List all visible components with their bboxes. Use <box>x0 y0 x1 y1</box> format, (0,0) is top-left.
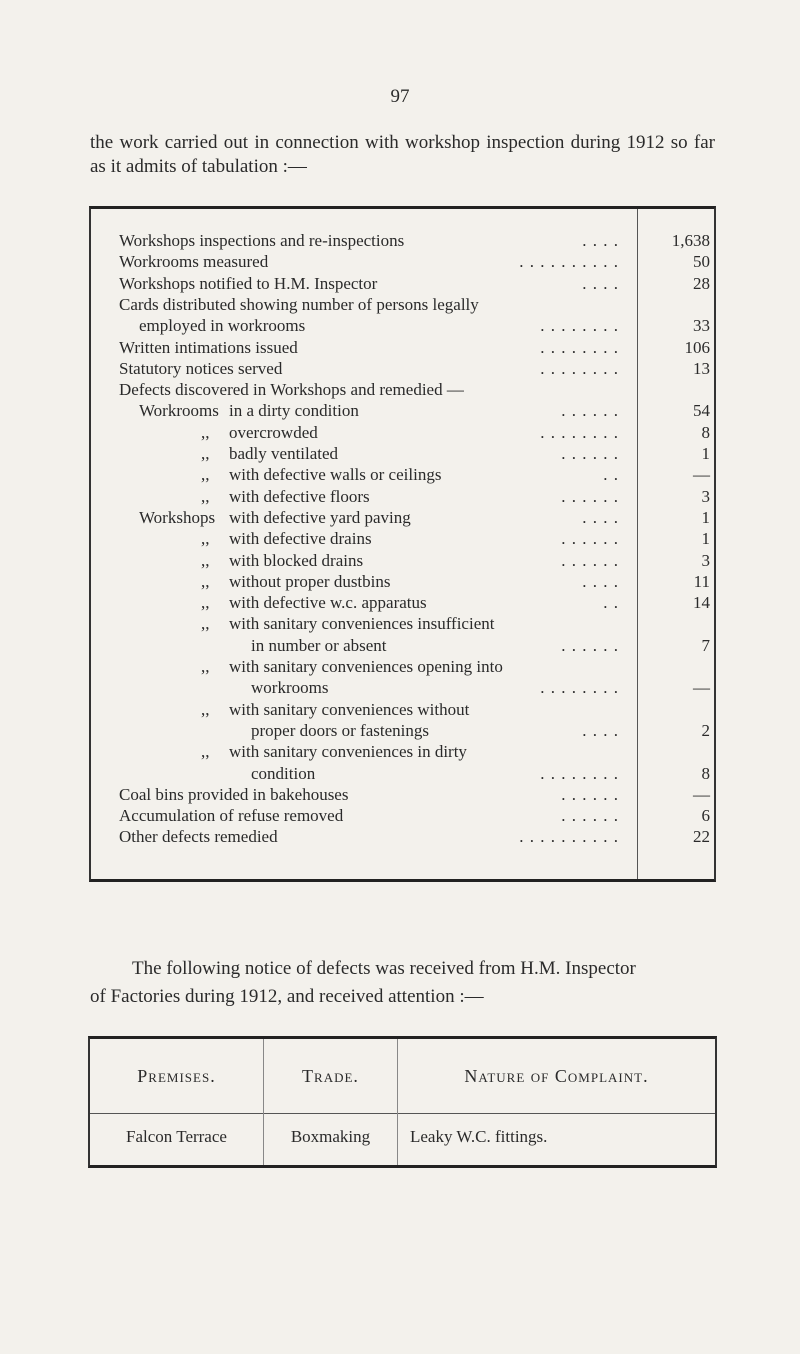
row-label: condition <box>251 763 316 783</box>
row-label: Accumulation of refuse removed <box>119 806 344 826</box>
table-row <box>91 315 714 336</box>
header-premises: Premises. <box>137 1066 216 1086</box>
ditto-mark: ,, <box>201 550 210 570</box>
dot-leader: . . <box>603 465 619 485</box>
row-label: with sanitary conveniences without <box>229 699 470 719</box>
row-label: with defective drains <box>229 529 372 549</box>
column-divider <box>397 1039 398 1165</box>
table-row <box>91 826 714 847</box>
row-label: badly ventilated <box>229 444 339 463</box>
row-value: 2 <box>701 720 710 740</box>
dot-leader: . . . . . . <box>561 486 619 506</box>
row-value: 8 <box>701 763 710 783</box>
ditto-mark: ,, <box>201 571 210 591</box>
table-row <box>91 443 714 464</box>
row-label: Other defects remedied <box>119 827 278 847</box>
table-row <box>91 656 714 677</box>
row-value: 8 <box>701 422 710 442</box>
row-value: 22 <box>693 827 710 847</box>
ditto-mark: ,, <box>201 529 210 549</box>
row-label: with defective w.c. apparatus <box>229 593 427 613</box>
dot-leader: . . . . . . . . <box>540 422 619 442</box>
row-label: Workshops notified to H.M. Inspector <box>119 273 378 293</box>
row-value: 7 <box>701 635 710 655</box>
notice-paragraph <box>90 955 715 1011</box>
ditto-mark: ,, <box>201 699 210 719</box>
row-label: Cards distributed showing number of persons legally <box>119 294 479 314</box>
ditto-mark: ,, <box>201 444 210 463</box>
header-nature-of-complaint: Nature of Complaint. <box>464 1066 649 1086</box>
table-row <box>91 400 714 421</box>
table-row <box>91 613 714 634</box>
row-value: 14 <box>693 593 710 613</box>
notice-paragraph-line: of Factories during 1912, and received attention :— <box>90 986 484 1007</box>
dot-leader: . . . . . . <box>561 635 619 655</box>
ditto-mark: ,, <box>201 742 210 762</box>
table-row <box>91 251 714 272</box>
ditto-mark: ,, <box>201 593 210 613</box>
row-prefix: Workrooms <box>139 401 219 421</box>
table-row <box>91 571 714 592</box>
dot-leader: . . . . . . <box>561 784 619 804</box>
inspection-table <box>89 206 716 882</box>
row-label: Written intimations issued <box>119 337 298 357</box>
row-value: 33 <box>693 316 710 336</box>
dot-leader: . . . . . . <box>561 444 619 463</box>
row-value: 28 <box>693 273 710 293</box>
dot-leader: . . <box>603 593 619 613</box>
row-value: 13 <box>693 358 710 378</box>
row-label: Defects discovered in Workshops and remedied — <box>119 380 464 400</box>
table-row <box>91 422 714 443</box>
row-value: 1,638 <box>671 231 710 250</box>
table-row <box>91 294 714 315</box>
row-value: 3 <box>701 550 710 570</box>
row-prefix: Workshops <box>139 507 216 527</box>
ditto-mark: ,, <box>201 422 210 442</box>
row-label: workrooms <box>251 678 329 698</box>
table-row <box>91 784 714 805</box>
notice-paragraph-line: The following notice of defects was received from H.M. Inspector <box>132 958 636 979</box>
table-row <box>91 230 714 251</box>
row-value: — <box>693 784 710 804</box>
dot-leader: . . . . . . . . <box>540 316 619 336</box>
dot-leader: . . . . . . <box>561 550 619 570</box>
row-label: with sanitary conveniences opening into <box>229 657 503 676</box>
table-row <box>91 699 714 720</box>
dot-leader: . . . . <box>582 507 619 527</box>
dot-leader: . . . . <box>582 231 619 250</box>
page-number: 97 <box>390 86 410 107</box>
ditto-mark: ,, <box>201 465 210 485</box>
row-label: Workshops inspections and re-inspections <box>119 231 405 250</box>
table-row <box>91 358 714 379</box>
row-label: Coal bins provided in bakehouses <box>119 784 349 804</box>
row-label: in number or absent <box>251 635 387 655</box>
intro-paragraph: the work carried out in connection with workshop inspection during 1912 so far as it admits of tabulation :— <box>90 132 715 177</box>
dot-leader: . . . . . . . . <box>540 678 619 698</box>
row-value: — <box>693 465 710 485</box>
table-row <box>91 464 714 485</box>
row-label: Workrooms measured <box>119 252 269 272</box>
table-row <box>91 550 714 571</box>
dot-leader: . . . . . . . . <box>540 763 619 783</box>
header-divider <box>90 1113 715 1114</box>
row-value: 1 <box>701 507 710 527</box>
row-value: 1 <box>701 529 710 549</box>
dot-leader: . . . . . . . . . . <box>519 827 619 847</box>
row-label: in a dirty condition <box>229 401 359 421</box>
row-value: 1 <box>701 444 710 463</box>
cell-premises: Falcon Terrace <box>126 1127 227 1146</box>
ditto-mark: ,, <box>201 657 210 676</box>
table-row <box>91 507 714 528</box>
dot-leader: . . . . <box>582 273 619 293</box>
row-value: 50 <box>693 252 710 272</box>
row-label: overcrowded <box>229 422 318 442</box>
row-label: with sanitary conveniences insufficient <box>229 614 495 634</box>
dot-leader: . . . . . . . . <box>540 337 619 357</box>
table-row <box>91 805 714 826</box>
header-trade: Trade. <box>302 1066 359 1086</box>
dot-leader: . . . . . . . . . . <box>519 252 619 272</box>
row-label: Statutory notices served <box>119 358 283 378</box>
table-row <box>91 763 714 784</box>
table-row <box>91 273 714 294</box>
table-row <box>91 677 714 698</box>
table-row <box>91 337 714 358</box>
row-label: with defective yard paving <box>229 507 411 527</box>
row-value: — <box>693 678 710 698</box>
row-value: 11 <box>693 571 710 591</box>
row-value: 106 <box>684 337 710 357</box>
ditto-mark: ,, <box>201 486 210 506</box>
table-row <box>91 720 714 741</box>
row-value: 3 <box>701 486 710 506</box>
dot-leader: . . . . . . <box>561 806 619 826</box>
row-value: 6 <box>701 806 710 826</box>
dot-leader: . . . . <box>582 571 619 591</box>
row-label: with defective floors <box>229 486 370 506</box>
dot-leader: . . . . . . <box>561 529 619 549</box>
cell-trade: Boxmaking <box>290 1127 371 1146</box>
defects-table <box>88 1036 717 1168</box>
cell-nature-of-complaint: Leaky W.C. fittings. <box>410 1127 548 1146</box>
row-label: without proper dustbins <box>229 571 391 591</box>
row-label: employed in workrooms <box>139 316 306 336</box>
table-row <box>91 379 714 400</box>
ditto-mark: ,, <box>201 614 210 634</box>
row-value: 54 <box>693 401 710 421</box>
dot-leader: . . . . . . <box>561 401 619 421</box>
table-row <box>91 635 714 656</box>
table-row <box>91 592 714 613</box>
dot-leader: . . . . <box>582 720 619 740</box>
row-label: with sanitary conveniences in dirty <box>229 742 467 762</box>
row-label: proper doors or fastenings <box>251 720 429 740</box>
table-row <box>91 528 714 549</box>
table-row <box>91 486 714 507</box>
row-label: with defective walls or ceilings <box>229 465 442 485</box>
table-row <box>91 741 714 762</box>
row-label: with blocked drains <box>229 550 364 570</box>
dot-leader: . . . . . . . . <box>540 358 619 378</box>
